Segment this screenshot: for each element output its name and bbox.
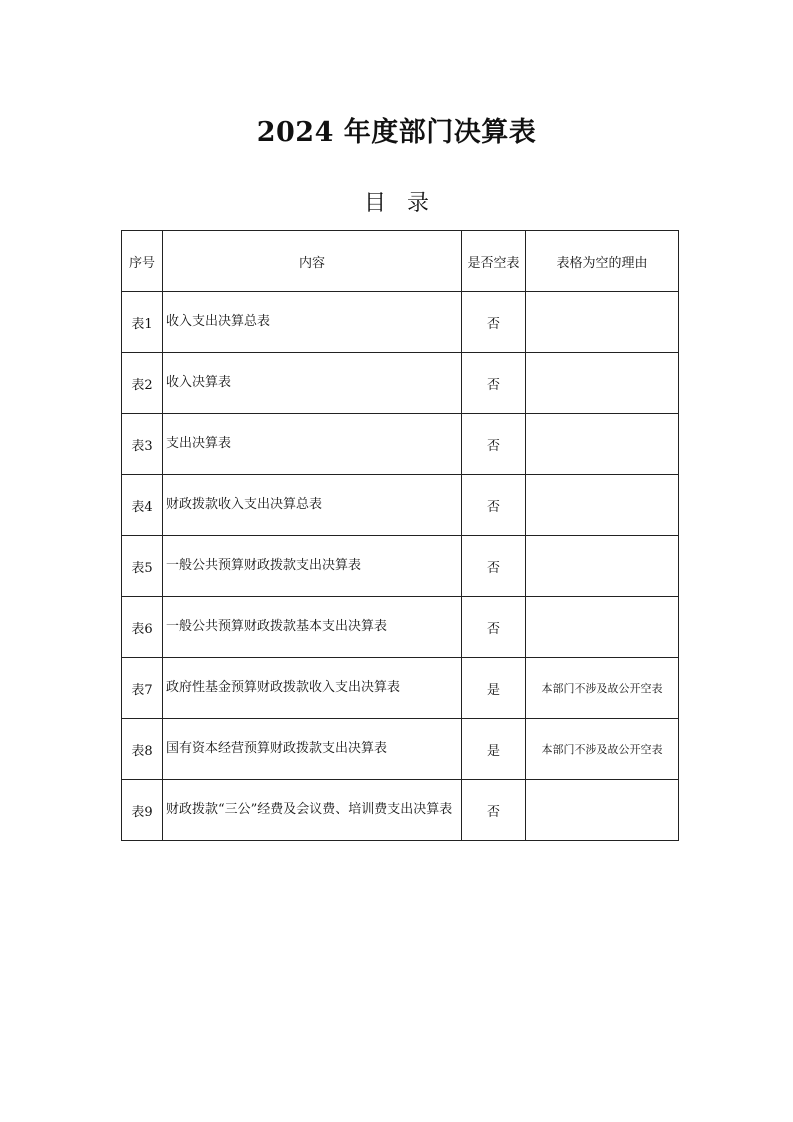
table-row [122, 597, 679, 658]
row-reason [526, 536, 679, 597]
header-reason: 表格为空的理由 [526, 231, 679, 292]
row-reason [526, 292, 679, 353]
row-content: 一般公共预算财政拨款基本支出决算表 [163, 597, 462, 658]
row-reason: 本部门不涉及故公开空表 [526, 658, 679, 719]
table-row [122, 353, 679, 414]
row-content: 财政拨款收入支出决算总表 [163, 475, 462, 536]
header-content: 内容 [163, 231, 462, 292]
row-number: 表8 [122, 719, 163, 780]
table-row [122, 292, 679, 353]
row-content: 一般公共预算财政拨款支出决算表 [163, 536, 462, 597]
table-row [122, 658, 679, 719]
row-content: 收入支出决算总表 [163, 292, 462, 353]
table-header-row [122, 231, 679, 292]
toc-heading: 目 录 [364, 191, 429, 216]
table-row [122, 780, 679, 841]
table-row [122, 414, 679, 475]
row-number: 表7 [122, 658, 163, 719]
row-reason [526, 475, 679, 536]
row-number: 表5 [122, 536, 163, 597]
header-empty: 是否空表 [462, 231, 526, 292]
page-title: 2024 年度部门决算表 [256, 117, 537, 148]
row-content: 支出决算表 [163, 414, 462, 475]
row-empty-flag: 否 [462, 780, 526, 841]
row-reason [526, 414, 679, 475]
row-number: 表4 [122, 475, 163, 536]
row-empty-flag: 否 [462, 475, 526, 536]
row-empty-flag: 否 [462, 414, 526, 475]
row-empty-flag: 否 [462, 597, 526, 658]
table-row [122, 536, 679, 597]
row-empty-flag: 是 [462, 719, 526, 780]
header-no: 序号 [122, 231, 163, 292]
row-reason: 本部门不涉及故公开空表 [526, 719, 679, 780]
row-number: 表2 [122, 353, 163, 414]
row-empty-flag: 是 [462, 658, 526, 719]
row-number: 表3 [122, 414, 163, 475]
row-empty-flag: 否 [462, 536, 526, 597]
toc-table [121, 230, 679, 841]
table-row [122, 719, 679, 780]
row-reason [526, 353, 679, 414]
row-content: 财政拨款“三公”经费及会议费、培训费支出决算表 [163, 780, 462, 841]
row-reason [526, 780, 679, 841]
row-empty-flag: 否 [462, 353, 526, 414]
row-number: 表9 [122, 780, 163, 841]
row-content: 国有资本经营预算财政拨款支出决算表 [163, 719, 462, 780]
row-number: 表1 [122, 292, 163, 353]
table-row [122, 475, 679, 536]
row-number: 表6 [122, 597, 163, 658]
row-content: 政府性基金预算财政拨款收入支出决算表 [163, 658, 462, 719]
row-empty-flag: 否 [462, 292, 526, 353]
row-content: 收入决算表 [163, 353, 462, 414]
row-reason [526, 597, 679, 658]
